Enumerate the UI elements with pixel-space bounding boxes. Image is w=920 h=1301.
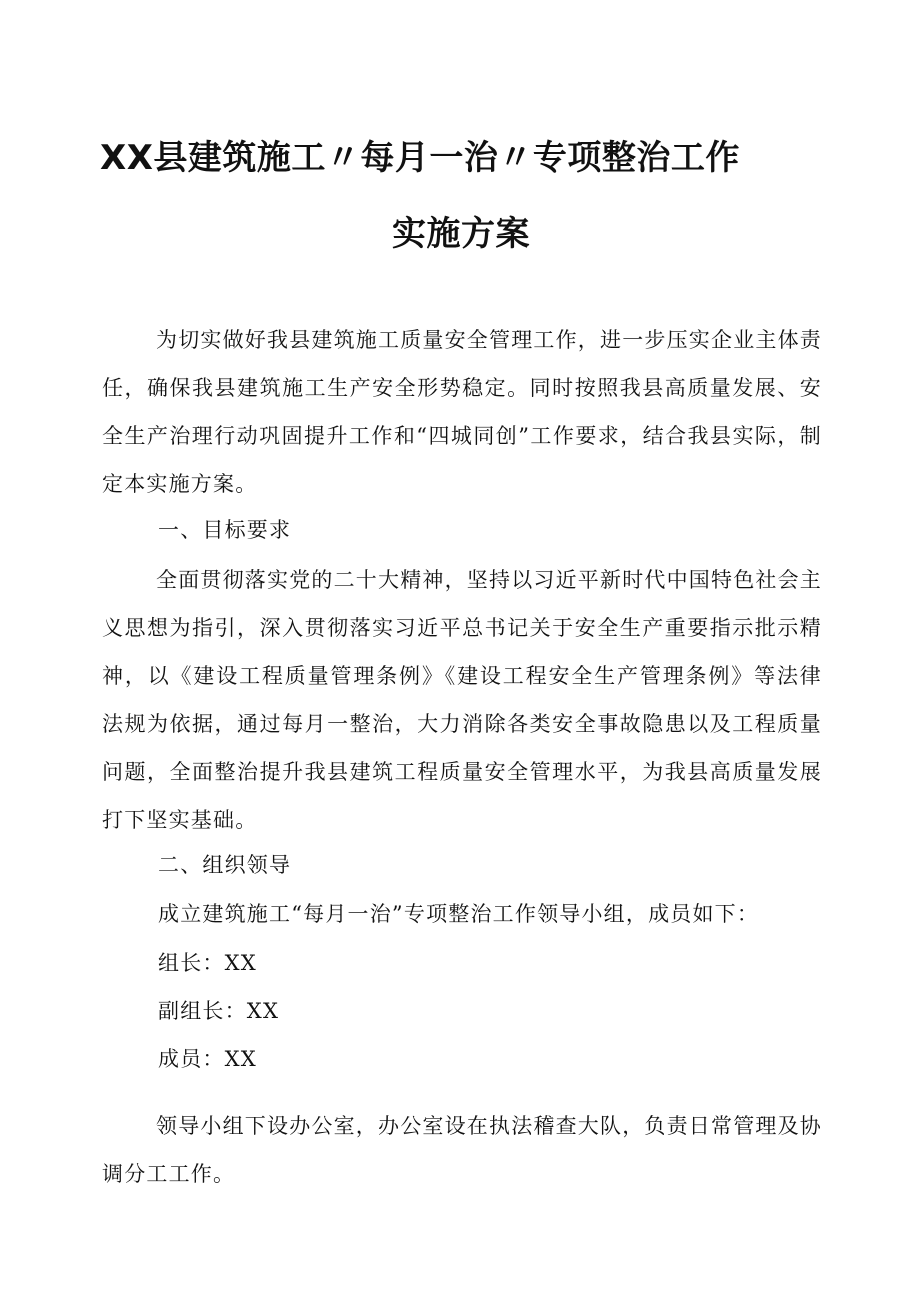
section-1-block [102,556,822,844]
section-2-intro: 成立建筑施工“每月一治”专项整治工作领导小组，成员如下： [158,902,760,926]
intro-block [102,316,822,508]
document-title-line-2: 实施方案 [392,214,530,254]
intro-paragraph: 为切实做好我县建筑施工质量安全管理工作，进一步压实企业主体责任，确保我县建筑施工生产安全形势稳定。同时按照我县高质量发展、安全生产治理行动巩固提升工作和“四城同创”工作要求，结合我县实际，制定本实施方案。 [102,328,822,496]
deputy-leader-line: 副组长：XX [158,999,280,1023]
members-line: 成员：XX [158,1047,257,1071]
leader-line: 组长：XX [158,951,257,975]
office-paragraph: 领导小组下设办公室，办公室设在执法稽查大队，负责日常管理及协调分工工作。 [102,1114,822,1186]
section-2-heading: 二、组织领导 [158,853,292,877]
office-block [102,1102,822,1198]
section-1-heading: 一、目标要求 [158,518,292,542]
document-title-line-1: XX县建筑施工〃每月一治〃专项整治工作 [100,138,740,178]
section-1-paragraph: 全面贯彻落实党的二十大精神，坚持以习近平新时代中国特色社会主义思想为指引，深入贯彻落实习近平总书记关于安全生产重要指示批示精神，以《建设工程质量管理条例》《建设工程安全生产管理条例》等法律法规为依据，通过每月一整治，大力消除各类安全事故隐患以及工程质量问题，全面整治提升我县建筑工程质量安全管理水平，为我县高质量发展打下坚实基础。 [102,568,822,832]
